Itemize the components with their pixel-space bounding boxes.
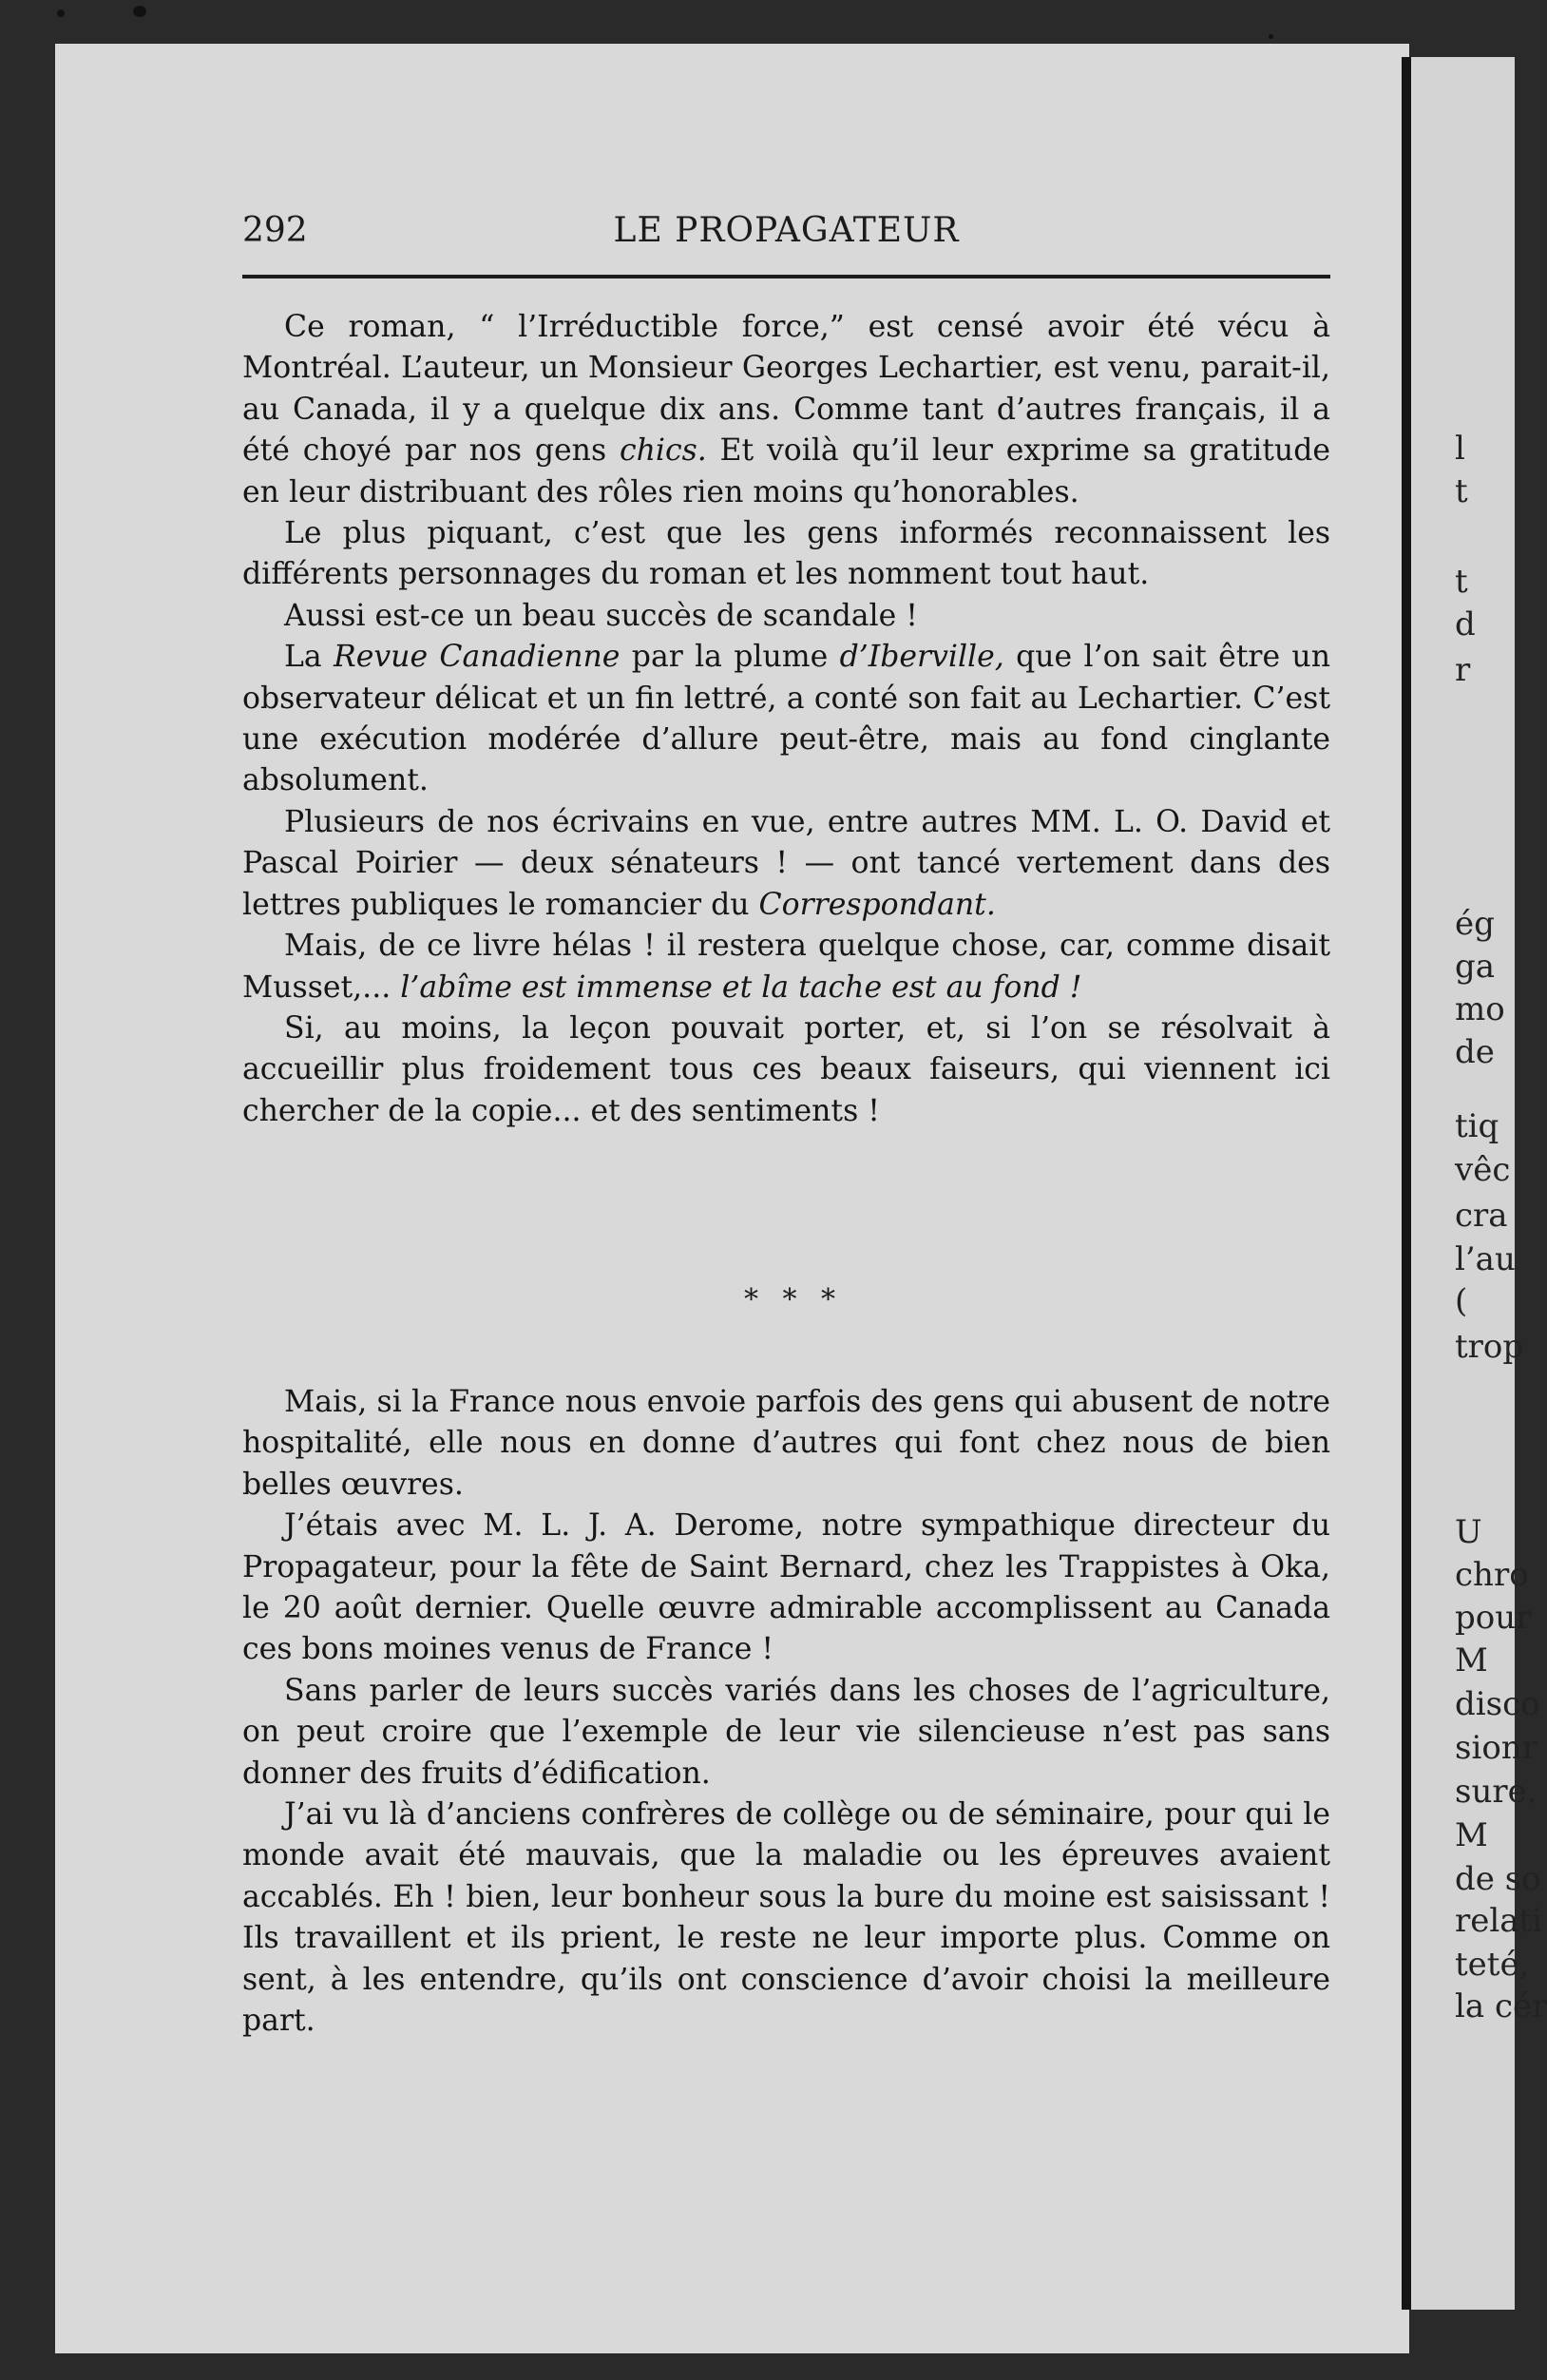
facing-page-fragment: trop: [1455, 1328, 1524, 1366]
facing-page-fragment: pour: [1455, 1599, 1532, 1637]
facing-page-fragment: disco: [1455, 1685, 1540, 1723]
paragraph: [242, 596, 1330, 637]
paragraph: [242, 926, 1330, 1008]
facing-page-fragment: ga: [1455, 948, 1496, 986]
paragraph-text: par la plume: [620, 640, 840, 675]
facing-page-fragment: sionr: [1455, 1729, 1537, 1767]
scan-speck: [1269, 34, 1273, 39]
paragraph: [242, 802, 1330, 926]
paragraph-text: Ce roman, “ l’Irréductible force,” est censé avoir été vécu à Montréal. L’auteur, un Monsieur Georges Lechartier, est venu, parait-il, au Canada, il y a quelque dix ans. Comme tant d’autres français, il a été choyé par nos gens: [242, 310, 1330, 469]
paragraph-text: J’ai vu là d’anciens confrères de collège ou de séminaire, pour qui le monde avait été mauvais, que la maladie ou les épreuves avaient accablés. Eh ! bien, leur bonheur sous la bure du moine est saisissant ! Ils travaillent et ils prient, le reste ne leur importe plus. Comme on sent, à les entendre, qu’ils ont conscience d’avoir choisi la meilleure part.: [242, 1797, 1330, 2039]
page-number: 292: [242, 211, 308, 250]
paragraph-text: Le plus piquant, c’est que les gens informés reconnaissent les différents personnages du roman et les nomment tout haut.: [242, 516, 1330, 592]
section-separator: * * *: [743, 1283, 844, 1316]
facing-page-fragment: mo: [1455, 990, 1505, 1028]
facing-page-fragment: M: [1455, 1641, 1488, 1679]
facing-page-fragment: d: [1455, 605, 1476, 643]
facing-page-fragment: de: [1455, 1033, 1495, 1071]
scan-speck: [57, 10, 65, 17]
facing-page-fragment: sure.: [1455, 1773, 1537, 1811]
facing-page-edge: [1402, 57, 1547, 2310]
paragraph-text: La: [284, 640, 334, 675]
paragraph: [242, 637, 1330, 802]
facing-page-fragment: (: [1455, 1282, 1468, 1320]
paragraph: [242, 1008, 1330, 1132]
facing-page-fragment: r: [1455, 651, 1471, 689]
paragraph: [242, 307, 1330, 513]
paragraph: [242, 1382, 1330, 1506]
paragraph: [242, 1671, 1330, 1795]
italic-text: chics.: [619, 433, 707, 469]
paragraph-text: Aussi est-ce un beau succès de scandale !: [284, 598, 918, 633]
italic-text: l’abîme est immense et la tache est au fond !: [400, 969, 1082, 1005]
facing-page-fragment: t: [1455, 563, 1468, 601]
section-one: [242, 307, 1330, 1132]
running-title: LE PROPAGATEUR: [613, 211, 960, 250]
paragraph-text: Mais, si la France nous envoie parfois des gens qui abusent de notre hospitalité, elle nous en donne d’autres qui font chez nous de bien belles œuvres.: [242, 1385, 1330, 1502]
header-rule: [242, 275, 1330, 278]
facing-page-fragment: la cér: [1455, 1987, 1547, 2025]
paragraph-text: Et voilà qu’il leur exprime sa gratitude en leur distribuant des rôles rien moins qu’honorables.: [242, 433, 1330, 509]
section-two: [242, 1382, 1330, 2043]
facing-page-fragment: vêc: [1455, 1151, 1511, 1189]
facing-page-fragment: M: [1455, 1816, 1488, 1854]
paragraph: [242, 1506, 1330, 1671]
paragraph: [242, 1795, 1330, 2042]
facing-page-fragment: chro: [1455, 1556, 1529, 1594]
italic-text: Revue Canadienne: [334, 640, 621, 675]
running-header: [242, 211, 1330, 259]
italic-text: d’Iberville,: [839, 640, 1004, 675]
facing-page-fragment: tiq: [1455, 1107, 1499, 1145]
facing-page-fragment: l’au: [1455, 1240, 1516, 1278]
facing-page-fragment: de so: [1455, 1860, 1541, 1898]
paragraph-text: Si, au moins, la leçon pouvait porter, et, si l’on se résolvait à accueillir plus froidement tous ces beaux faiseurs, qui viennent ici chercher de la copie... et des sentiments !: [242, 1010, 1330, 1128]
paragraph: [242, 513, 1330, 596]
facing-page-fragment: teté,: [1455, 1946, 1530, 1984]
facing-page-fragment: ég: [1455, 905, 1495, 943]
facing-page-fragment: cra: [1455, 1197, 1508, 1235]
paragraph-text: J’étais avec M. L. J. A. Derome, notre sympathique directeur du Propagateur, pour la fête de Saint Bernard, chez les Trappistes à Oka, le 20 août dernier. Quelle œuvre admirable accomplissent au Canada ces bons moines venus de France !: [242, 1508, 1330, 1667]
facing-page-fragment: l: [1455, 430, 1465, 468]
paragraph-text: Plusieurs de nos écrivains en vue, entre autres MM. L. O. David et Pascal Poirier — deux sénateurs ! — ont tancé vertement dans des lettres publiques le romancier du: [242, 804, 1330, 922]
scan-speck: [133, 6, 146, 17]
paragraph-text: Mais, de ce livre hélas ! il restera quelque chose, car, comme disait Musset,...: [242, 929, 1330, 1005]
facing-page-fragment: U: [1455, 1513, 1482, 1551]
facing-page-fragment: t: [1455, 472, 1468, 510]
facing-page-fragment: relati: [1455, 1902, 1543, 1940]
paragraph-text: que l’on sait être un observateur délicat et un fin lettré, a conté son fait au Lechartier. C’est une exécution modérée d’allure peut-être, mais au fond cinglante absolument.: [242, 640, 1331, 798]
paragraph-text: Sans parler de leurs succès variés dans les choses de l’agriculture, on peut croire que l’exemple de leur vie silencieuse n’est pas sans donner des fruits d’édification.: [242, 1673, 1330, 1791]
italic-text: Correspondant.: [758, 887, 996, 922]
